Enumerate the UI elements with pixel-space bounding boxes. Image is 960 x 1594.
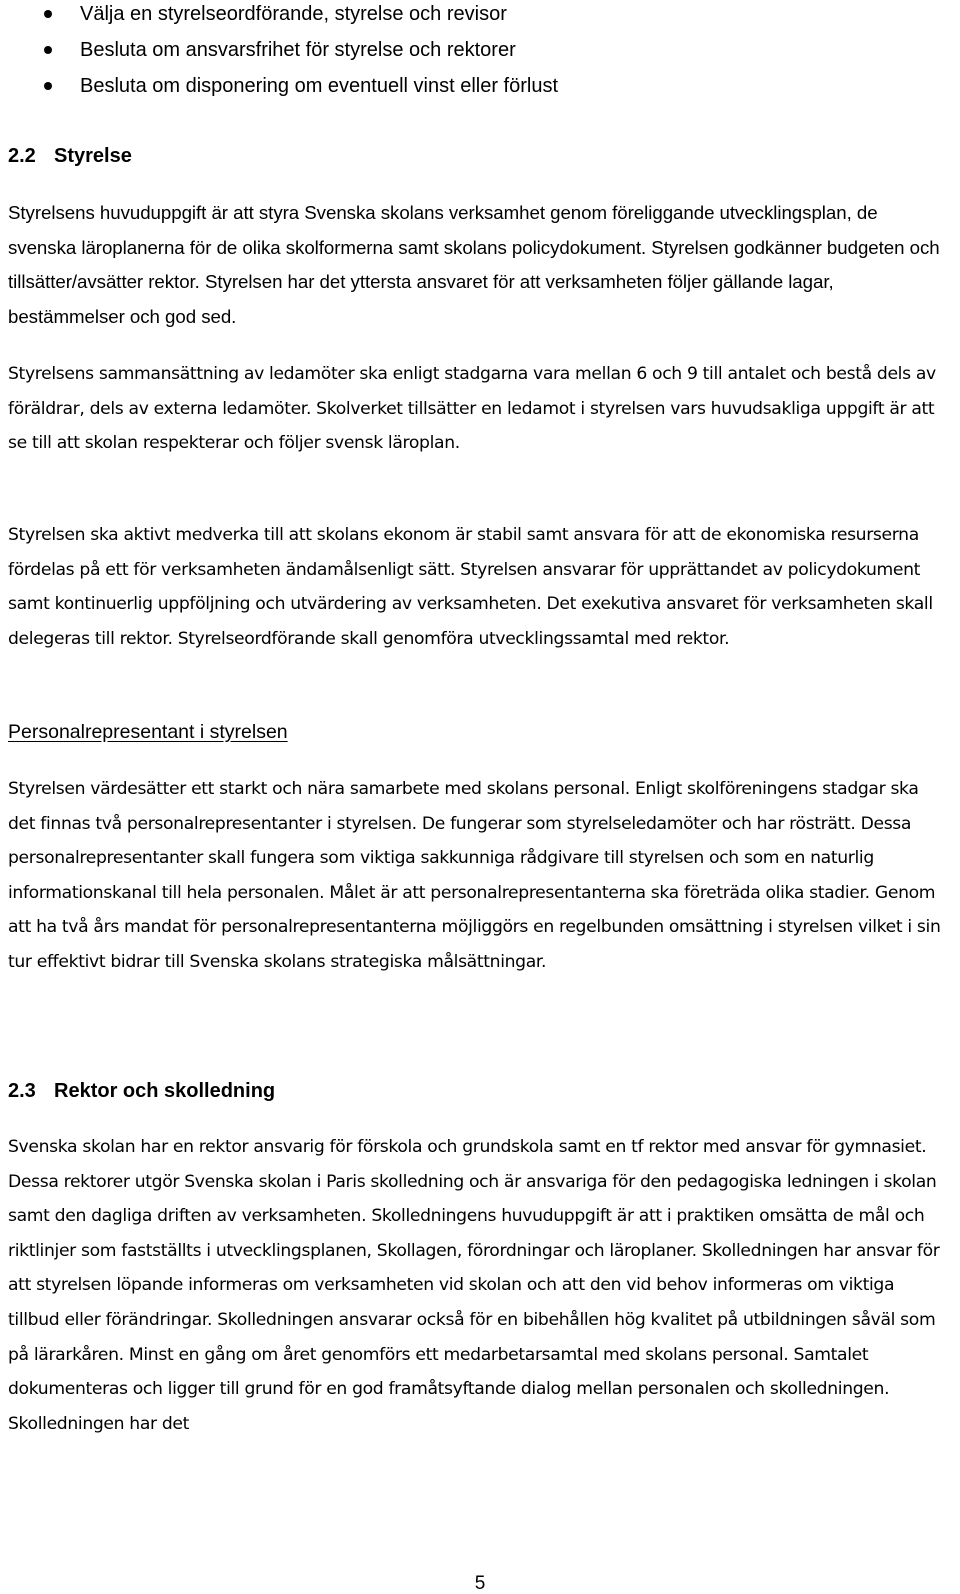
- list-item-text: Besluta om ansvarsfrihet för styrelse och rektorer: [80, 39, 516, 61]
- section-title: Rektor och skolledning: [54, 1080, 276, 1102]
- paragraph-staff-representatives: Styrelsen värdesätter ett starkt och nära samarbete med skolans personal. Enligt skolföreningens stadgar ska det finnas två personalrepresentanter i styrelsen. De fungerar som styrelseledamöter och har rösträtt. Dessa personalrepresentanter skall fungera som viktiga sakkunniga rådgivare till styrelsen och som en naturlig informationskanal till hela personalen. Målet är att personalrepresentanterna ska företräda olika stadier. Genom att ha två års mandat för personalrepresentanterna möjliggörs en regelbunden omsättning i styrelsen vilket i sin tur effektivt bidrar till Svenska skolans strategiska målsättningar.: [8, 779, 941, 972]
- section-title: Styrelse: [54, 145, 132, 167]
- subheading-staff-representative: Personalrepresentant i styrelsen: [8, 721, 288, 743]
- bullet-icon: [44, 46, 52, 54]
- list-item-text: Välja en styrelseordförande, styrelse och revisor: [80, 3, 507, 25]
- section-number: 2.3: [8, 1080, 36, 1102]
- bullet-icon: [44, 10, 52, 18]
- list-item: [0, 72, 960, 108]
- paragraph-principal-management: Svenska skolan har en rektor ansvarig för förskola och grundskola samt en tf rektor med ansvar för gymnasiet. Dessa rektorer utgör Svenska skolan i Paris skolledning och är ansvariga för den pedagogiska ledningen i skolan samt den dagliga driften av verksamheten. Skolledningens huvuduppgift är att i praktiken omsätta de mål och riktlinjer som fastställts i utvecklingsplanen, Skollagen, förordningar och läroplaner. Skolledningen har ansvar för att styrelsen löpande informeras om verksamheten vid skolan och att den vid behov informeras om viktiga tillbud eller förändringar. Skolledningen ansvarar också för en bibehållen hög kvalitet på utbildningen såväl som på lärarkåren. Minst en gång om året genomförs ett medarbetarsamtal med skolans personal. Samtalet dokumenteras och ligger till grund för en god framåtsyftande dialog mellan personalen och skolledningen. Skolledningen har det: [8, 1137, 940, 1434]
- page-number: 5: [474, 1573, 486, 1594]
- section-heading-2-3: [8, 1077, 275, 1105]
- section-number: 2.2: [8, 145, 36, 167]
- paragraph-board-composition: Styrelsens sammansättning av ledamöter ska enligt stadgarna vara mellan 6 och 9 till antalet och bestå dels av föräldrar, dels av externa ledamöter. Skolverket tillsätter en ledamot i styrelsen vars huvudsakliga uppgift är att se till att skolan respekterar och följer svensk läroplan.: [8, 364, 936, 454]
- list-item: [0, 36, 960, 72]
- bullet-icon: [44, 82, 52, 90]
- list-item: [0, 0, 960, 36]
- paragraph-board-duties: Styrelsens huvuduppgift är att styra Svenska skolans verksamhet genom föreliggande utvecklingsplan, de svenska läroplanerna för de olika skolformerna samt skolans policydokument. Styrelsen godkänner budgeten och tillsätter/avsätter rektor. Styrelsen har det yttersta ansvaret för att verksamheten följer gällande lagar, bestämmelser och god sed.: [8, 202, 940, 327]
- paragraph-board-economy: Styrelsen ska aktivt medverka till att skolans ekonom är stabil samt ansvara för att de ekonomiska resurserna fördelas på ett för verksamheten ändamålsenligt sätt. Styrelsen ansvarar för upprättandet av policydokument samt kontinuerlig uppföljning och utvärdering av verksamheten. Det exekutiva ansvaret för verksamheten skall delegeras till rektor. Styrelseordförande skall genomföra utvecklingssamtal med rektor.: [8, 525, 933, 649]
- section-heading-2-2: [8, 142, 132, 170]
- list-item-text: Besluta om disponering om eventuell vinst eller förlust: [80, 75, 559, 97]
